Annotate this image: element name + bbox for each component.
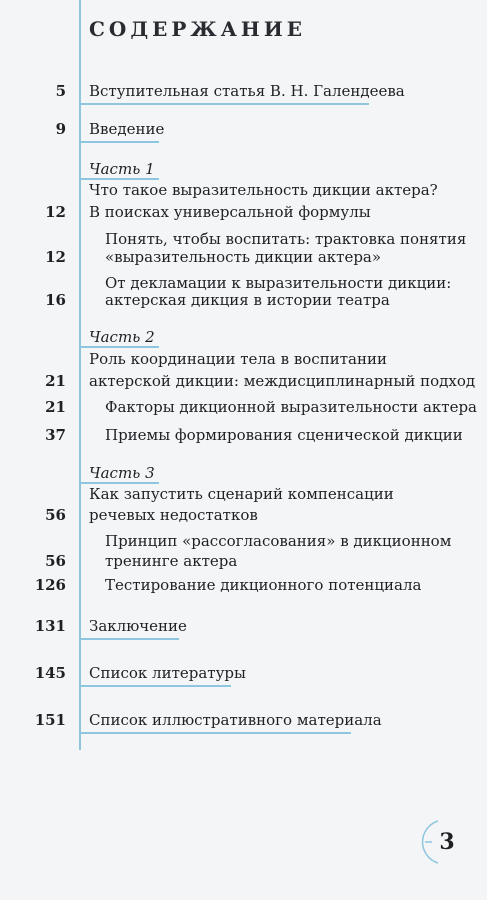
toc-entry-part3-sub2[interactable]: [0, 574, 487, 598]
page-number-badge: [420, 815, 474, 869]
page-ref: 21: [45, 372, 66, 390]
page-ref: 56: [45, 552, 66, 570]
entry-title: Список иллюстративного материала: [89, 711, 382, 729]
entry-title-line1: Как запустить сценарий компенсации: [89, 485, 394, 503]
entry-title-line1: Что такое выразительность дикции актера?: [89, 181, 438, 199]
entry-title: Тестирование дикционного потенциала: [105, 576, 422, 594]
page-ref: 9: [55, 120, 66, 138]
entry-title: Заключение: [89, 617, 187, 635]
toc-entry-part2-sub2[interactable]: [0, 424, 487, 448]
entry-title-line2: тренинге актера: [105, 552, 238, 570]
toc-entry-part1-sub1[interactable]: [0, 228, 487, 272]
entry-underline: [79, 732, 351, 734]
page-ref: 5: [55, 82, 66, 100]
toc-entry-part2-heading[interactable]: [0, 348, 487, 392]
toc-entry-part3-sub1[interactable]: [0, 530, 487, 574]
entry-title-line1: Понять, чтобы воспитать: трактовка понятия: [105, 230, 467, 248]
entry-title-line2: актерской дикции: междисциплинарный подход: [89, 372, 476, 390]
toc-entry-introduction[interactable]: [0, 118, 487, 142]
entry-title-line1: От декламации к выразительности дикции:: [105, 274, 452, 292]
page-ref: 131: [34, 617, 66, 635]
toc-entry-part1-heading[interactable]: [0, 179, 487, 223]
entry-title-line1: Роль координации тела в воспитании: [89, 350, 387, 368]
page-ref: 12: [45, 248, 66, 266]
entry-title: Введение: [89, 120, 165, 138]
toc-entry-conclusion[interactable]: [0, 615, 487, 639]
entry-title: Факторы дикционной выразительности актера: [105, 398, 477, 416]
page-number: 3: [439, 829, 455, 855]
entry-title-line2: «выразительность дикции актера»: [105, 248, 382, 266]
entry-underline: [79, 685, 231, 687]
entry-title: Вступительная статья В. Н. Галендеева: [89, 82, 405, 100]
page-ref: 145: [34, 664, 66, 682]
part-label: Часть 1: [89, 160, 155, 178]
toc-entry-illustrations[interactable]: [0, 709, 487, 733]
page-ref: 151: [34, 711, 66, 729]
entry-title-line2: актерская дикция в истории театра: [105, 291, 390, 309]
page-ref: 21: [45, 398, 66, 416]
page-ref: 56: [45, 506, 66, 524]
entry-title: Список литературы: [89, 664, 246, 682]
entry-underline: [79, 638, 179, 640]
toc-entry-part2-sub1[interactable]: [0, 396, 487, 420]
entry-underline: [79, 103, 369, 105]
page-ref: 16: [45, 291, 66, 309]
entry-underline: [79, 141, 159, 143]
part-label: Часть 2: [89, 328, 155, 346]
toc-entry-intro[interactable]: [0, 80, 487, 104]
toc-entry-part1-sub2[interactable]: [0, 272, 487, 316]
toc-entry-bibliography[interactable]: [0, 662, 487, 686]
part-label: Часть 3: [89, 464, 155, 482]
page-ref: 126: [34, 576, 66, 594]
page-ref: 37: [45, 426, 66, 444]
toc-entry-part3-heading[interactable]: [0, 483, 487, 527]
entry-title-line1: Принцип «рассогласования» в дикционном: [105, 532, 452, 550]
page-ref: 12: [45, 203, 66, 221]
entry-title-line2: В поисках универсальной формулы: [89, 203, 371, 221]
entry-title-line2: речевых недостатков: [89, 506, 258, 524]
page-title: СОДЕРЖАНИЕ: [89, 17, 306, 41]
entry-title: Приемы формирования сценической дикции: [105, 426, 463, 444]
